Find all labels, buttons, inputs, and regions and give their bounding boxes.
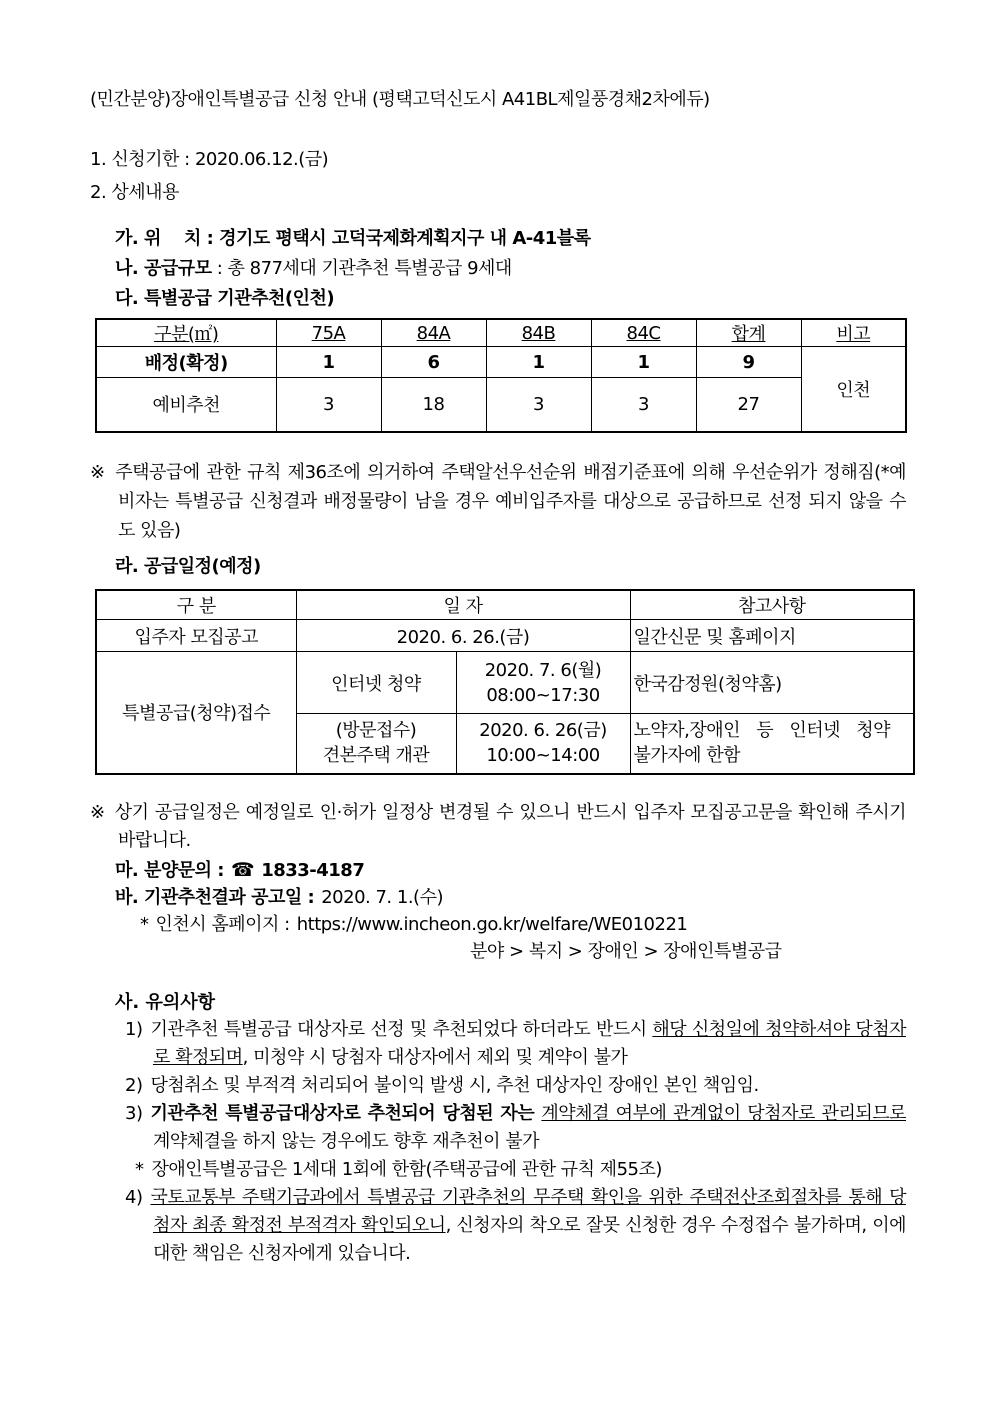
homepage-url: https://www.incheon.go.kr/welfare/WE010221 <box>296 913 688 935</box>
details-heading: 2. 상세내용 <box>90 182 179 203</box>
reserve-row <box>96 378 906 432</box>
reserve-value: 3 <box>276 378 381 432</box>
assigned-value: 9 <box>696 347 801 378</box>
sales-inquiry-line <box>115 857 906 884</box>
notice-number: 1) <box>125 1018 143 1040</box>
notice-text-pre: 기관추천 특별공급 대상자로 선정 및 추천되었다 하더라도 반드시 <box>150 1018 653 1040</box>
schedule-heading: 라. 공급일정(예정) <box>115 555 261 577</box>
allocation-header-label: 구분(㎡) <box>154 324 219 345</box>
allocation-header-cell <box>96 319 276 347</box>
priority-note-text: 주택공급에 관한 규칙 제36조에 의거하여 주택알선우선순위 배점기준표에 의해 우선순위가 정해짐(*예비자는 특별공급 신청결과 배정물량이 남을 경우 예비입주자를 대상으로 공급하므로 선정 되지 않을 수도 있음) <box>115 461 906 541</box>
reserve-value: 3 <box>591 378 696 432</box>
supply-scale-label: 나. 공급규모 <box>115 258 212 279</box>
notice-heading: 사. 유의사항 <box>115 991 216 1013</box>
announcement-label: 입주자 모집공고 <box>96 620 296 652</box>
schedule-change-note-text: 상기 공급일정은 예정일로 인·허가 일정상 변경될 수 있으니 반드시 입주자 모집공고문을 확인해 주시기 바랍니다. <box>114 801 906 851</box>
allocation-header-cell <box>801 319 906 347</box>
asterisk-mark: * <box>140 913 149 935</box>
allocation-header-cell <box>486 319 591 347</box>
allocation-header-cell <box>381 319 486 347</box>
visit-date-cell <box>456 714 630 774</box>
schedule-table <box>95 589 915 775</box>
reserve-value: 3 <box>486 378 591 432</box>
assigned-value: 6 <box>381 347 486 378</box>
allocation-header-row <box>96 319 906 347</box>
internet-remark: 한국감정원(청약홈) <box>630 652 914 714</box>
allocation-table <box>95 318 907 433</box>
schedule-header-cell: 참고사항 <box>630 590 914 620</box>
reception-label-cell: 특별공급(청약)접수 <box>96 652 296 774</box>
schedule-header-cell: 구 분 <box>96 590 296 620</box>
supply-scale-line <box>115 257 906 281</box>
allocation-header-cell <box>276 319 381 347</box>
result-announce-label: 바. 기관추천결과 공고일 : <box>115 886 315 908</box>
reserve-row-label: 예비추천 <box>96 378 276 432</box>
notice-text-post: , 미청약 시 당첨자 대상자에서 제외 및 계약이 불가 <box>242 1046 628 1068</box>
deadline-line: 1. 신청기한 : 2020.06.12.(금) <box>90 149 329 170</box>
notice-number: 3) <box>125 1102 143 1124</box>
allocation-header-label: 비고 <box>836 324 871 345</box>
allocation-header-label: 합계 <box>731 324 766 345</box>
notice-text: 장애인특별공급은 1세대 1회에 한함(주택공급에 관한 규칙 제55조) <box>151 1158 662 1180</box>
assigned-value: 1 <box>486 347 591 378</box>
visit-remark-line2: 불가자에 한함 <box>633 745 741 767</box>
assigned-value: 1 <box>591 347 696 378</box>
notice-text-underlined: 국토교통부 주택기금과에서 특별공급 기관추천의 무주택 확인을 위한 주택전산조회절차를 통해 당첨자 최종 확정전 부적격자 확인되오니 <box>150 1186 906 1236</box>
allocation-header-label: 84B <box>521 322 556 344</box>
allocation-header-cell <box>696 319 801 347</box>
notice-item-3-sub <box>135 1156 906 1184</box>
visit-remark-cell <box>630 714 914 774</box>
reference-mark: ※ <box>90 801 106 823</box>
notice-text-underlined: 계약체결 여부에 관계없이 당첨자로 관리되므로 <box>541 1102 906 1124</box>
page-title: (민간분양)장애인특별공급 신청 안내 (평택고덕신도시 A41BL제일풍경채2차에듀) <box>90 89 710 110</box>
visit-method-line2: 견본주택 개관 <box>322 745 430 767</box>
visit-remark-line1: 노약자,장애인 등 인터넷 청약 <box>633 720 891 742</box>
asterisk-mark: * <box>135 1158 144 1180</box>
notice-text: 당첨취소 및 부적격 처리되어 불이익 발생 시, 추천 대상자인 장애인 본인 책임임. <box>150 1074 759 1096</box>
reserve-value: 18 <box>381 378 486 432</box>
internet-date: 2020. 7. 6(월) <box>484 659 602 681</box>
assigned-value: 1 <box>276 347 381 378</box>
internet-row <box>96 652 914 714</box>
reference-mark: ※ <box>90 461 107 483</box>
priority-note <box>90 458 906 545</box>
result-announce-date: 2020. 7. 1.(수) <box>321 886 443 908</box>
notice-item-2 <box>125 1072 906 1100</box>
internet-date-cell <box>456 652 630 714</box>
visit-method-cell <box>296 714 456 774</box>
allocation-header-label: 84A <box>416 322 451 344</box>
allocation-heading: 다. 특별공급 기관추천(인천) <box>115 288 335 309</box>
notice-item-3 <box>125 1100 906 1156</box>
schedule-header-row <box>96 590 914 620</box>
internet-method: 인터넷 청약 <box>296 652 456 714</box>
notice-text-underlined: 해당 신청일에 청약하셔야 당첨자로 확정되며 <box>153 1018 906 1068</box>
visit-method-line1: (방문접수) <box>335 720 417 742</box>
notice-number: 4) <box>125 1186 143 1208</box>
notice-item-4 <box>125 1184 906 1268</box>
reserve-value: 27 <box>696 378 801 432</box>
phone-icon: ☎ <box>231 858 255 881</box>
allocation-remark-cell: 인천 <box>801 347 906 432</box>
supply-scale-value: : 총 877세대 기관추천 특별공급 9세대 <box>211 258 512 279</box>
notice-text-post: , 신청자의 착오로 잘못 신청한 경우 수정접수 불가하며, 이에 대한 책임은 신청자에게 있습니다. <box>153 1214 907 1264</box>
notice-item-1 <box>125 1016 906 1072</box>
schedule-change-note <box>90 799 906 855</box>
internet-time: 08:00~17:30 <box>486 684 600 706</box>
visit-time: 10:00~14:00 <box>486 745 600 767</box>
schedule-header-cell: 일 자 <box>296 590 630 620</box>
visit-date: 2020. 6. 26(금) <box>479 720 607 742</box>
assigned-row <box>96 347 906 378</box>
assigned-row-label: 배정(확정) <box>96 347 276 378</box>
announcement-remark: 일간신문 및 홈페이지 <box>630 620 914 652</box>
announcement-date: 2020. 6. 26.(금) <box>296 620 630 652</box>
homepage-menu-path: 분야 > 복지 > 장애인 > 장애인특별공급 <box>470 940 782 962</box>
result-announce-line <box>115 884 906 911</box>
notice-number: 2) <box>125 1074 143 1096</box>
announcement-row <box>96 620 914 652</box>
location-line: 가. 위 치 : 경기도 평택시 고덕국제화계획지구 내 A-41블록 <box>115 228 591 249</box>
notice-text-post: 계약체결을 하지 않는 경우에도 향후 재추천이 불가 <box>153 1130 539 1152</box>
allocation-header-cell <box>591 319 696 347</box>
allocation-header-label: 75A <box>311 322 346 344</box>
sales-inquiry-phone: 1833-4187 <box>261 859 365 881</box>
homepage-label: 인천시 홈페이지 : <box>155 913 290 935</box>
sales-inquiry-label: 마. 분양문의 : <box>115 859 225 881</box>
allocation-header-label: 84C <box>626 322 661 344</box>
homepage-line <box>140 911 906 938</box>
notice-text-bold: 기관추천 특별공급대상자로 추천되어 당첨된 자는 <box>150 1102 542 1124</box>
